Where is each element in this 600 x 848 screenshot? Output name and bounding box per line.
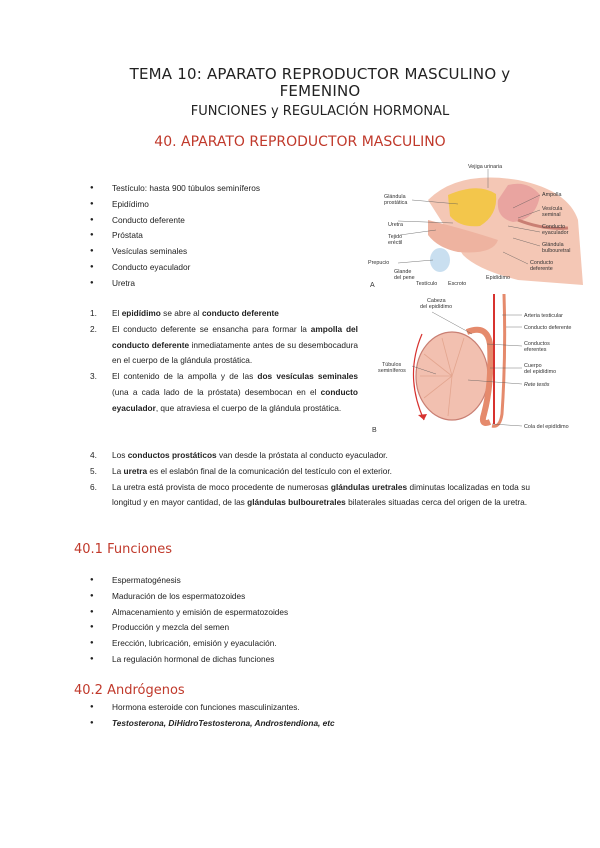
list-item: ● Producción y mezcla del semen xyxy=(90,620,288,636)
list-item: ● Conducto deferente xyxy=(90,213,260,229)
list-item: ● Vesículas seminales xyxy=(90,244,260,260)
section-heading-funciones: 40.1 Funciones xyxy=(74,542,173,557)
label-vesicula: Vesícula xyxy=(542,206,563,212)
organs-list xyxy=(90,181,260,292)
label-eferentes-2: eferentes xyxy=(524,347,547,353)
label-tubulos-2: seminíferos xyxy=(378,368,406,374)
numbered-item-5: 5. La uretra es el eslabón final de la comunicación del testículo con el exterior. xyxy=(90,465,392,476)
label-eyaculador: Conducto xyxy=(542,224,566,230)
label-conducto-deferente: Conducto deferente xyxy=(524,325,572,331)
numbered-item-3: 3. El contenido de la ampolla y de las dos vesículas seminales (una a cada lado de la próstata) desembocan en el conducto eyaculador, que atraviesa el cuerpo de la glándula prostática. xyxy=(90,371,358,413)
label-glande: Glande xyxy=(394,269,412,275)
label-bulbouretral: Glándula xyxy=(542,242,564,248)
list-item: ● Próstata xyxy=(90,228,260,244)
list-item: ● La regulación hormonal de dichas funciones xyxy=(90,652,288,668)
numbered-list-wide xyxy=(90,448,530,511)
label-tejido-erectil-2: eréctil xyxy=(388,240,403,246)
label-cuerpo-2: del epidídimo xyxy=(524,369,557,375)
funciones-list xyxy=(90,573,288,668)
list-item: ● Testículo: hasta 900 túbulos seminíferos xyxy=(90,181,260,197)
list-item: ● Testosterona, DiHidroTestosterona, Androstendiona, etc xyxy=(90,716,335,732)
numbered-item-2: 2. El conducto deferente se ensancha para formar la ampolla del conducto deferente inmediatamente antes de su desembocadura en el cuerpo de la glándula prostática. xyxy=(90,323,358,366)
page-title: TEMA 10: APARATO REPRODUCTOR MASCULINO y FEMENINO xyxy=(129,65,511,100)
label-glande-2: del pene xyxy=(394,275,415,281)
label-prepucio: Prepucio xyxy=(368,260,390,266)
label-bulbouretral-2: bulbouretral xyxy=(542,248,571,254)
label-uretra: Uretra xyxy=(388,222,403,228)
label-rete-testis: Rete testis xyxy=(524,382,550,388)
label-testiculo: Testículo xyxy=(416,281,438,287)
list-item: ● Erección, lubricación, emisión y eyaculación. xyxy=(90,636,288,652)
list-item: ● Conducto eyaculador xyxy=(90,260,260,276)
figure-a-sagittal-diagram xyxy=(368,160,590,290)
label-cabeza: Cabeza xyxy=(427,298,446,304)
list-item: ● Espermatogénesis xyxy=(90,573,288,589)
numbered-list-narrow xyxy=(90,306,358,417)
numbered-item-4: 4. Los conductos prostáticos van desde la próstata al conducto eyaculador. xyxy=(90,450,388,460)
page-subtitle: FUNCIONES y REGULACIÓN HORMONAL xyxy=(190,104,450,119)
list-item: ● Epidídimo xyxy=(90,197,260,213)
section-heading-androgenos: 40.2 Andrógenos xyxy=(74,683,185,698)
label-epididimo: Epidídimo xyxy=(486,275,510,281)
figure-b-letter: B xyxy=(372,427,377,434)
androgenos-list xyxy=(90,700,335,732)
list-item: ● Uretra xyxy=(90,276,260,292)
label-deferente: Conducto xyxy=(530,260,554,266)
label-cabeza-2: del epidídimo xyxy=(420,304,453,310)
label-glandula-prostatica-2: prostática xyxy=(384,200,408,206)
figure-a-letter: A xyxy=(370,282,375,289)
label-vesicula-2: seminal xyxy=(542,212,561,218)
label-arteria: Arteria testicular xyxy=(524,313,563,319)
label-tubulos: Túbulos xyxy=(382,362,402,368)
flow-arrowhead xyxy=(418,414,427,420)
label-ampolla: Ampolla xyxy=(542,192,562,198)
label-glandula-prostatica: Glándula xyxy=(384,194,406,200)
list-item: ● Maduración de los espermatozoides xyxy=(90,589,288,605)
list-item: ● Almacenamiento y emisión de espermatozoides xyxy=(90,605,288,621)
label-escroto: Escroto xyxy=(448,281,467,287)
numbered-item-1: 1. El epidídimo se abre al conducto deferente xyxy=(90,308,279,318)
label-eyaculador-2: eyaculador xyxy=(542,230,569,236)
label-eferentes: Conductos xyxy=(524,341,550,347)
label-cola: Cola del epidídimo xyxy=(524,424,569,430)
label-vejiga: Vejiga urinaria xyxy=(468,164,503,170)
label-cuerpo: Cuerpo xyxy=(524,363,542,369)
numbered-item-6: 6. La uretra está provista de moco procedente de numerosas glándulas uretrales diminutas localizadas en toda su longitud y en mayor cantidad, de las glándulas bulbouretrales bilaterales situadas cerca del origen de la uretra. xyxy=(90,481,530,508)
label-deferente-2: deferente xyxy=(530,266,553,272)
list-item: ● Hormona esteroide con funciones masculinizantes. xyxy=(90,700,335,716)
section-heading-main: 40. APARATO REPRODUCTOR MASCULINO xyxy=(154,134,446,150)
figure-b-testis-diagram xyxy=(372,294,582,436)
label-tejido-erectil: Tejido xyxy=(388,234,403,240)
